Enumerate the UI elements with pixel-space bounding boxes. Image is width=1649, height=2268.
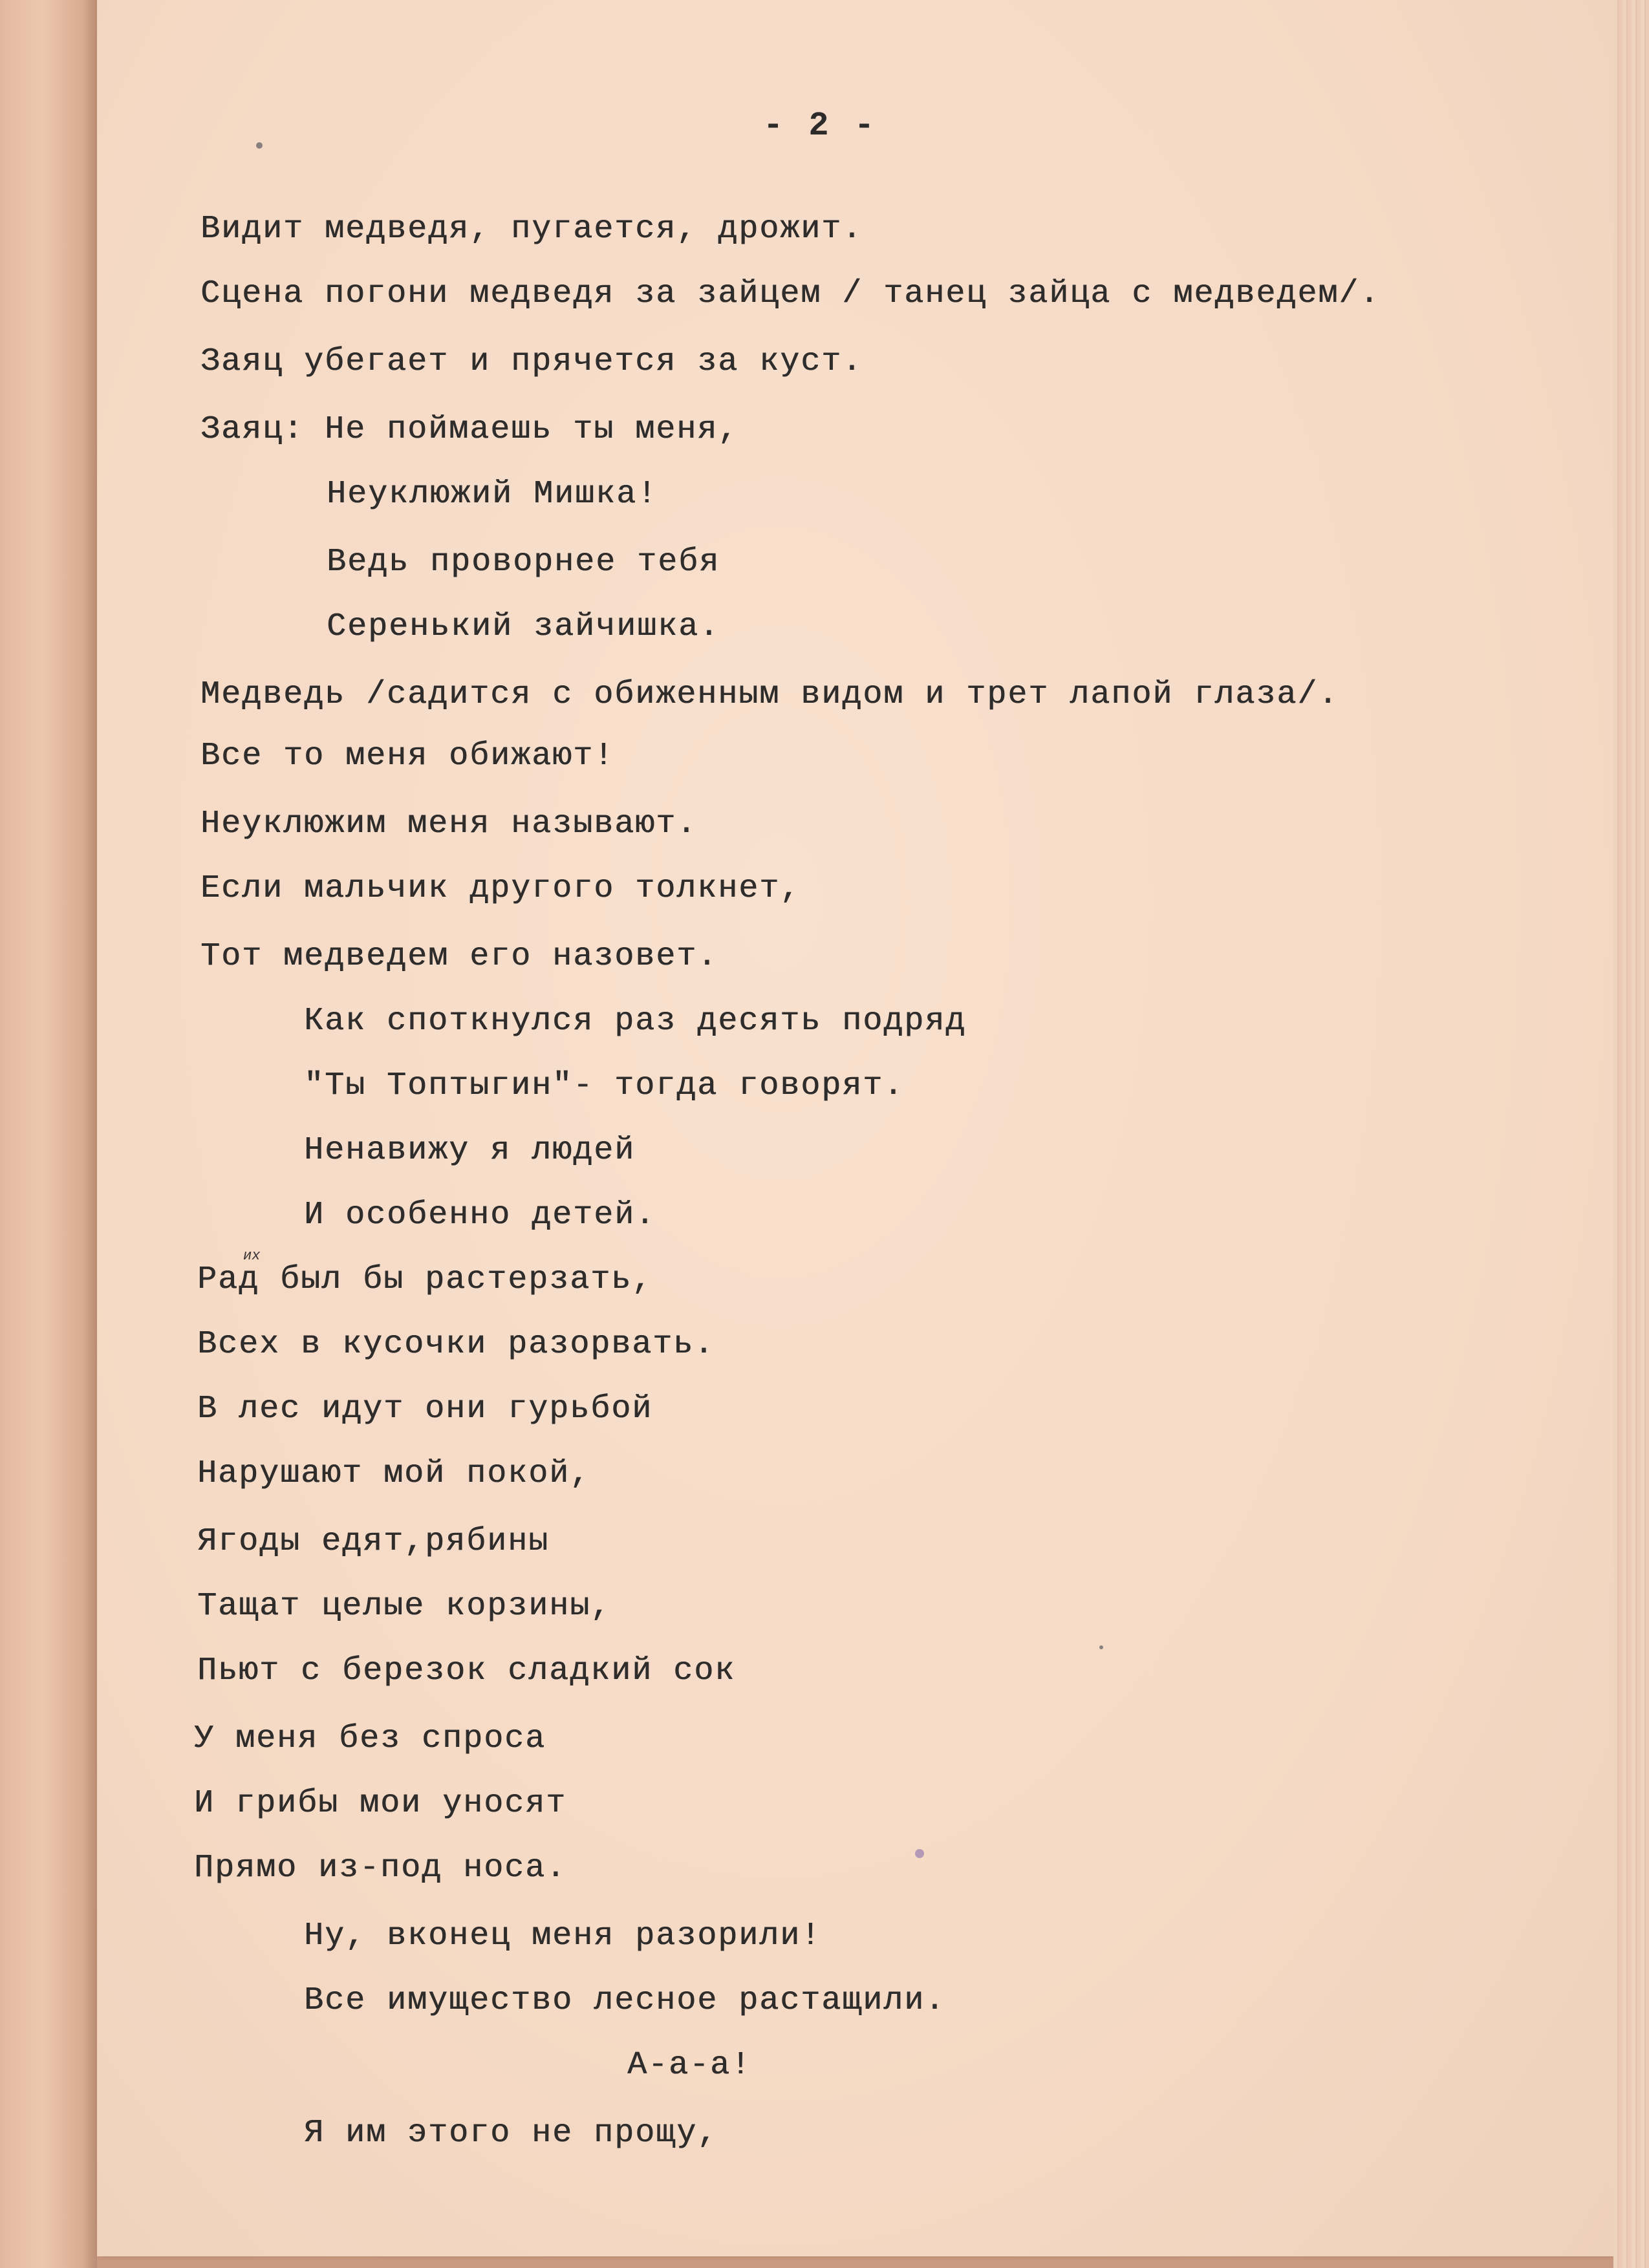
binding-strip [0, 0, 97, 2268]
text-line: В лес идут они гурьбой [197, 1391, 653, 1428]
text-line: Ненавижу я людей [304, 1132, 636, 1169]
text-line: Все то меня обижают! [200, 738, 615, 775]
text-line: Всех в кусочки разорвать. [197, 1326, 715, 1363]
text-line: Неуклюжим меня называют. [200, 806, 698, 842]
page-number: - 2 - [763, 107, 878, 145]
text-line: Медведь /садится с обиженным видом и трет лапой глаза/. [200, 676, 1339, 713]
text-line: У меня без спроса [194, 1720, 546, 1757]
handwritten-insertion: их [243, 1248, 261, 1264]
text-line: Я им этого не прощу, [304, 2115, 718, 2152]
text-line: Все имущество лесное растащили. [304, 1982, 946, 2019]
text-line: Пьют с березок сладкий сок [197, 1653, 736, 1689]
text-line: Ягоды едят,рябины [197, 1523, 550, 1560]
text-line: Нарушают мой покой, [197, 1455, 591, 1492]
text-line: Если мальчик другого толкнет, [200, 870, 801, 907]
text-line: Рад был бы растерзать, [197, 1261, 653, 1298]
text-line: Прямо из-под носа. [194, 1850, 567, 1887]
paper-speck [1099, 1645, 1103, 1649]
paper-speck [256, 142, 263, 149]
text-line: Ну, вконец меня разорили! [304, 1918, 822, 1954]
text-line: Как споткнулся раз десять подряд [304, 1003, 967, 1040]
text-line: Неуклюжий Мишка! [327, 476, 658, 513]
text-line: Ведь проворнее тебя [327, 544, 720, 581]
text-line: А-а-а! [627, 2047, 752, 2084]
text-line: Тот медведем его назовет. [200, 938, 718, 975]
page-edge [1613, 0, 1649, 2268]
paper-speck [915, 1849, 924, 1858]
text-line: И особенно детей. [304, 1197, 656, 1234]
text-line: Сцена погони медведя за зайцем / танец зайца с медведем/. [200, 275, 1381, 312]
text-line: "Ты Топтыгин"- тогда говорят. [304, 1067, 905, 1104]
text-line: Заяц убегает и прячется за куст. [200, 343, 863, 380]
text-line: Видит медведя, пугается, дрожит. [200, 211, 863, 248]
text-line: Тащат целые корзины, [197, 1588, 612, 1625]
text-line: Заяц: Не поймаешь ты меня, [200, 411, 739, 448]
text-line: И грибы мои уносят [194, 1785, 567, 1822]
text-line: Серенький зайчишка. [327, 608, 720, 645]
